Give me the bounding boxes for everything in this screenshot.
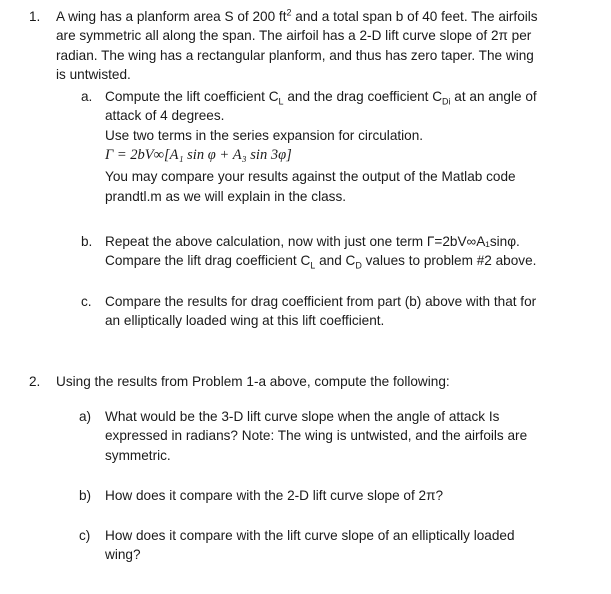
q1a-l1-mid: and the drag coefficient C [283, 89, 443, 104]
q2a-line-1: What would be the 3-D lift curve slope when the angle of attack Is [105, 409, 500, 424]
q1a-sub-L: L [278, 96, 284, 107]
question-1b-label: b. [81, 234, 93, 249]
q1b-sub-D: D [355, 261, 362, 272]
question-1-line-4: is untwisted. [56, 67, 131, 83]
question-1-line-3: radian. The wing has a rectangular planform, and thus has zero taper. The wing [56, 47, 534, 63]
q1a-sub-Di: Di [442, 96, 451, 107]
q1a-l1-head: Compute the lift coefficient C [105, 89, 279, 104]
q1b-line-1: Repeat the above calculation, now with just one term Γ=2bV∞A₁sinφ. [105, 234, 520, 249]
question-1-number: 1. [29, 9, 41, 24]
question-1a-text [105, 87, 605, 206]
question-1-text [56, 7, 606, 85]
q2c-line-1: How does it compare with the lift curve slope of an elliptically loaded [105, 528, 515, 543]
question-2-text [56, 372, 604, 391]
question-1a-label: a. [81, 89, 93, 104]
q1b-l2-mid: and C [315, 253, 356, 269]
question-2b-label: b) [79, 488, 92, 503]
q1a-line-5: You may compare your results against the output of the Matlab code [105, 169, 516, 185]
q1a-line-6: prandtl.m as we will explain in the class. [105, 188, 347, 204]
q1b-l2-head: Compare the lift drag coefficient C [105, 253, 311, 269]
question-1c-text [105, 292, 605, 331]
q1-line1-head: A wing has a planform area S of 200 ft [56, 9, 287, 24]
question-2-number: 2. [29, 374, 41, 389]
q1-line1-tail: and a total span b of 40 feet. The airfoils [291, 9, 538, 24]
question-2a-text [105, 407, 605, 465]
q1c-line-1: Compare the results for drag coefficient from part (b) above with that for [105, 294, 537, 309]
question-1-line-2: are symmetric all along the span. The airfoil has a 2-D lift curve slope of 2π per [56, 28, 532, 44]
q1b-sub-L: L [310, 261, 316, 272]
q2a-line-2: expressed in radians? Note: The wing is untwisted, and the airfoils are [105, 428, 528, 444]
q2c-line-2: wing? [105, 547, 141, 563]
q1b-line-2 [105, 251, 605, 270]
q1a-l1-tail: at an angle of [450, 89, 537, 104]
question-2-intro: Using the results from Problem 1-a above, compute the following: [56, 374, 450, 389]
q1c-line-2: an elliptically loaded wing at this lift coefficient. [105, 313, 385, 329]
q1a-line-1 [105, 87, 605, 106]
q1-line1-sup: 2 [286, 7, 292, 18]
circulation-formula: Γ = 2bV∞[A₁ sin φ + A₃ sin 3φ] [105, 147, 292, 164]
question-2b-text [105, 486, 605, 505]
question-2c-label: c) [79, 528, 91, 543]
question-1c-label: c. [81, 294, 92, 309]
question-1b-text [105, 232, 605, 271]
q1a-line-3: Use two terms in the series expansion for circulation. [105, 127, 424, 143]
q2a-line-3: symmetric. [105, 447, 171, 463]
question-2c-text [105, 526, 605, 565]
q1a-line-2: attack of 4 degrees. [105, 108, 225, 124]
q2b-line-1: How does it compare with the 2-D lift curve slope of 2π? [105, 488, 444, 503]
question-1-line-1 [56, 7, 606, 26]
q1b-l2-tail: values to problem #2 above. [361, 253, 537, 269]
question-2a-label: a) [79, 409, 92, 424]
